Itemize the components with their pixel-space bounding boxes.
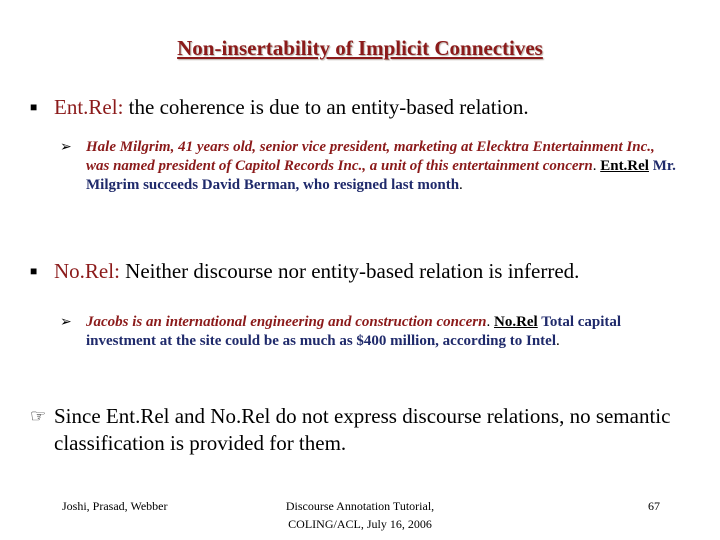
example2-connective: No.Rel	[493, 314, 538, 330]
example1-arg2: Mr. Milgrim succeeds David Berman, who resigned last month	[86, 158, 676, 193]
page-number: 67	[648, 499, 660, 513]
example1-connective: Ent.Rel	[600, 158, 649, 174]
example-entrel	[60, 138, 680, 195]
entrel-label: Ent.Rel:	[54, 95, 124, 119]
arrow-bullet-icon: ➢	[60, 140, 72, 155]
example1-end: .	[459, 177, 463, 193]
example1-arg1: Hale Milgrim, 41 years old, senior vice president, marketing at Elecktra Entertainment Inc., was named president of Capitol Records Inc., a unit of this entertainment concern	[86, 139, 655, 174]
footer-venue	[240, 497, 480, 533]
note-text: Since Ent.Rel and No.Rel do not express discourse relations, no semantic classification is provided for them.	[54, 404, 671, 455]
norel-label: No.Rel:	[54, 259, 120, 283]
slide-title: Non-insertability of Implicit Connectives	[177, 36, 543, 60]
arrow-bullet-icon: ➢	[60, 315, 72, 330]
footer-venue-line2: COLING/ACL, July 16, 2006	[288, 517, 432, 531]
example1-separator: .	[592, 158, 601, 174]
example2-arg1: Jacobs is an international engineering and construction concern	[86, 314, 487, 330]
footer-authors: Joshi, Prasad, Webber	[62, 499, 168, 513]
example2-separator: .	[486, 314, 494, 330]
entrel-definition: the coherence is due to an entity-based relation.	[123, 95, 529, 119]
example-norel	[60, 313, 680, 351]
example2-arg2: Total capital investment at the site could be as much as $400 million, according to Intel	[86, 314, 622, 349]
square-bullet-icon: ■	[30, 100, 38, 114]
bullet-norel	[30, 258, 579, 284]
pointing-hand-icon: ☞	[30, 406, 47, 426]
example2-end: .	[556, 333, 560, 349]
square-bullet-icon: ■	[30, 264, 38, 278]
note	[30, 403, 690, 457]
bullet-entrel	[30, 94, 529, 120]
footer-venue-line1: Discourse Annotation Tutorial,	[285, 499, 435, 513]
norel-definition: Neither discourse nor entity-based relation is inferred.	[119, 259, 580, 283]
